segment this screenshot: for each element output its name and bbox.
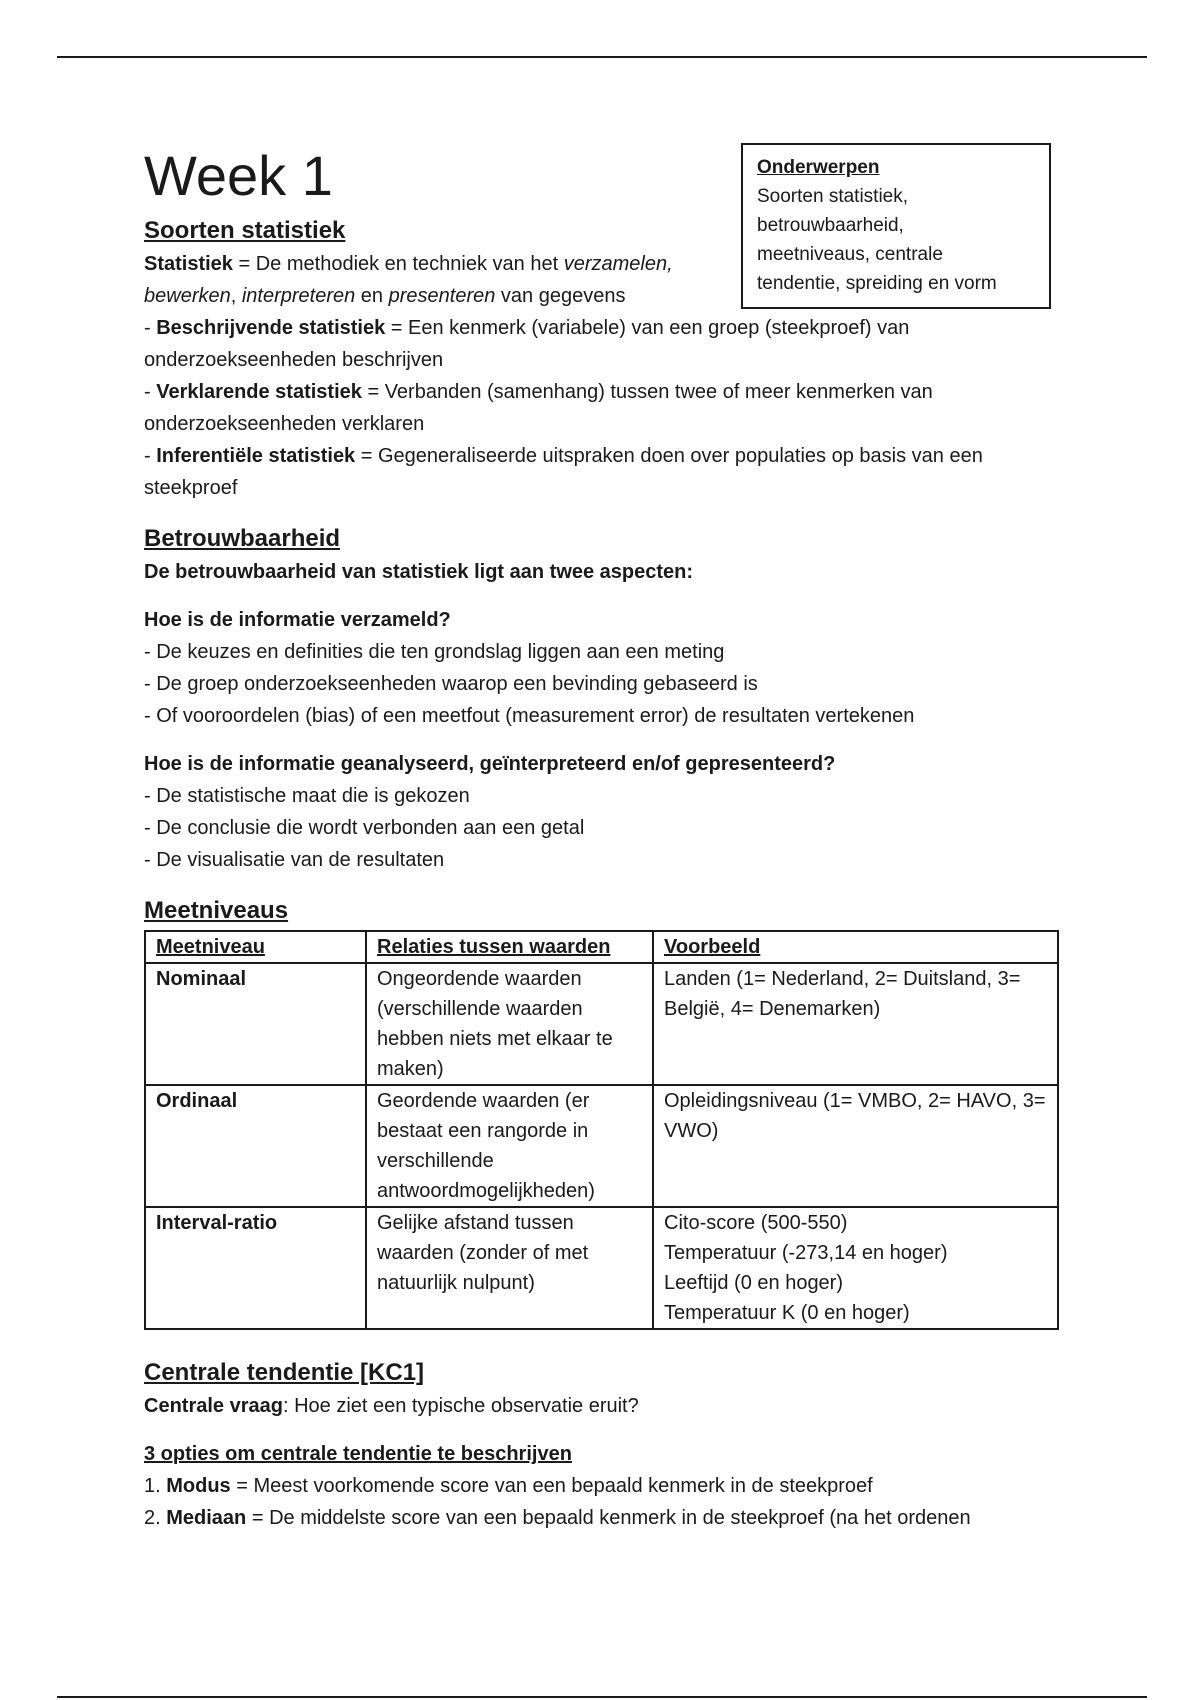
text: = Gegeneraliseerde uitspraken doen over populaties op basis van een steekproef [144, 445, 983, 499]
list-item: - De keuzes en definities die ten grondslag liggen aan een meting [144, 641, 725, 663]
cell-level: Nominaal [145, 963, 366, 1085]
text: = Meest voorkomende score van een bepaald kenmerk in de steekproef [230, 1475, 873, 1497]
text: = De methodiek en techniek van het [232, 253, 564, 275]
term: Modus [166, 1475, 231, 1497]
text: bewerken [144, 285, 231, 307]
text: = Verbanden (samenhang) tussen twee of meer kenmerken van onderzoekseenheden verklaren [144, 381, 933, 435]
example-line: Landen (1= Nederland, 2= Duitsland, 3= België, 4= Denemarken) [664, 968, 1021, 1020]
section-heading: Betrouwbaarheid [144, 525, 341, 552]
bullet: - [144, 445, 157, 467]
list-item [144, 376, 1064, 440]
text: , [230, 285, 242, 307]
list-item: - De conclusie die wordt verbonden aan een getal [144, 817, 585, 839]
table-header-row [145, 931, 1058, 963]
subheading: 3 opties om centrale tendentie te beschrijven [144, 1443, 572, 1465]
column-header: Voorbeeld [653, 931, 1058, 963]
bullet: - [144, 381, 157, 403]
section-soorten [144, 214, 1064, 504]
page-title: Week 1 [144, 144, 333, 207]
list-item [144, 440, 1064, 504]
topics-line: betrouwbaarheid, [757, 215, 904, 236]
text: van gegevens [495, 285, 626, 307]
bullet: - [144, 317, 157, 339]
top-rule [57, 56, 1147, 58]
section-betrouwbaarheid [144, 522, 1064, 876]
example-line: Cito-score (500-550) [664, 1212, 848, 1234]
section-heading: Meetniveaus [144, 897, 289, 924]
topics-line: tendentie, spreiding en vorm [757, 273, 997, 294]
column-header: Relaties tussen waarden [366, 931, 653, 963]
definition-statistiek [144, 248, 734, 312]
cell-example [653, 1085, 1058, 1207]
example-line: Temperatuur K (0 en hoger) [664, 1302, 910, 1324]
number: 1. [144, 1475, 167, 1497]
term: Mediaan [166, 1507, 247, 1529]
column-header: Meetniveau [145, 931, 366, 963]
cell-relation: Ongeordende waarden (verschillende waarden hebben niets met elkaar te maken) [366, 963, 653, 1085]
text: : Hoe ziet een typische observatie eruit? [282, 1395, 639, 1417]
section-centrale-tendentie [144, 1356, 1064, 1534]
list-item [144, 312, 1064, 376]
central-question [144, 1390, 1064, 1422]
cell-example [653, 963, 1058, 1085]
topics-heading: Onderwerpen [757, 157, 880, 178]
term: Centrale vraag [144, 1395, 283, 1417]
table-row [145, 1085, 1058, 1207]
text: interpreteren [241, 285, 356, 307]
term: Statistiek [144, 253, 233, 275]
text: = De middelste score van een bepaald kenmerk in de steekproef (na het ordenen [246, 1507, 971, 1529]
list-item: - De visualisatie van de resultaten [144, 849, 445, 871]
table-row [145, 1207, 1058, 1329]
question: Hoe is de informatie verzameld? [144, 609, 451, 631]
section-meetniveaus [144, 894, 1064, 1330]
list-item [144, 1502, 1064, 1534]
text: = Een kenmerk (variabele) van een groep (steekproef) van onderzoekseenheden beschrijven [144, 317, 910, 371]
cell-level: Interval-ratio [145, 1207, 366, 1329]
section-heading: Centrale tendentie [KC1] [144, 1359, 425, 1386]
text: presenteren [388, 285, 496, 307]
list-item: - Of vooroordelen (bias) of een meetfout (measurement error) de resultaten vertekenen [144, 705, 915, 727]
topics-line: meetniveaus, centrale [757, 244, 943, 265]
list-item: - De groep onderzoekseenheden waarop een bevinding gebaseerd is [144, 673, 758, 695]
bottom-rule [57, 1696, 1147, 1698]
document-page [144, 140, 1064, 1534]
cell-relation: Gelijke afstand tussen waarden (zonder of met natuurlijk nulpunt) [366, 1207, 653, 1329]
term: Verklarende statistiek [156, 381, 362, 403]
list-item: - De statistische maat die is gekozen [144, 785, 470, 807]
example-line: Opleidingsniveau (1= VMBO, 2= HAVO, 3= VWO) [664, 1090, 1046, 1142]
topics-line: Soorten statistiek, [757, 186, 909, 207]
list-item [144, 1470, 1064, 1502]
number: 2. [144, 1507, 167, 1529]
cell-relation: Geordende waarden (er bestaat een rangorde in verschillende antwoordmogelijkheden) [366, 1085, 653, 1207]
question: Hoe is de informatie geanalyseerd, geïnterpreteerd en/of gepresenteerd? [144, 753, 836, 775]
meetniveaus-table [144, 930, 1059, 1330]
cell-level: Ordinaal [145, 1085, 366, 1207]
cell-example [653, 1207, 1058, 1329]
section-heading: Soorten statistiek [144, 217, 346, 244]
term: Inferentiële statistiek [156, 445, 356, 467]
section-intro: De betrouwbaarheid van statistiek ligt aan twee aspecten: [144, 561, 694, 583]
term: Beschrijvende statistiek [156, 317, 386, 339]
table-row [145, 963, 1058, 1085]
example-line: Leeftijd (0 en hoger) [664, 1272, 844, 1294]
text: verzamelen, [563, 253, 673, 275]
text: en [355, 285, 389, 307]
example-line: Temperatuur (-273,14 en hoger) [664, 1242, 948, 1264]
